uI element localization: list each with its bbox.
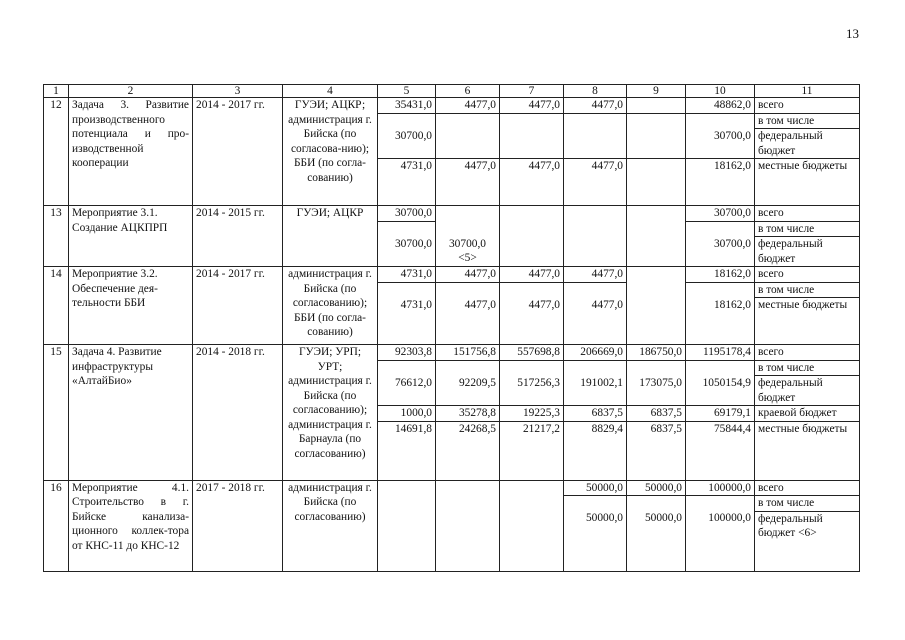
value-cell: 30700,0 — [686, 237, 755, 267]
value-cell: 14691,8 — [378, 421, 436, 480]
value-cell: 35278,8 — [436, 406, 500, 422]
budget-table — [43, 84, 860, 572]
column-header: 4 — [283, 85, 378, 98]
value-cell: 4477,0 — [500, 98, 564, 114]
executor: администрация г. Бийска (по согласованию); ББИ (по согла-сованию) — [283, 267, 378, 345]
value-cell: 50000,0 — [627, 480, 686, 496]
value-cell: 4477,0 — [436, 159, 500, 206]
value-cell: 4477,0 — [564, 267, 627, 283]
funding-source: всего — [755, 206, 860, 222]
funding-source: в том числе — [755, 221, 860, 237]
value-cell: 18162,0 — [686, 298, 755, 345]
value-cell: 76612,0 — [378, 376, 436, 406]
row-number: 15 — [44, 345, 69, 481]
value-cell: 191002,1 — [564, 376, 627, 406]
value-cell: 35431,0 — [378, 98, 436, 114]
executor: ГУЭИ; УРП; УРТ; администрация г. Бийска (по согласованию); администрация г. Барнаула (по согласованию) — [283, 345, 378, 481]
table-row-13 — [44, 206, 860, 222]
value-cell: 24268,5 — [436, 421, 500, 480]
funding-source: федеральный бюджет <6> — [755, 511, 860, 571]
row-number: 12 — [44, 98, 69, 206]
value-cell: 48862,0 — [686, 98, 755, 114]
value-cell: 1195178,4 — [686, 345, 755, 361]
column-header: 8 — [564, 85, 627, 98]
value-cell: 30700,0 — [378, 129, 436, 159]
value-cell: 557698,8 — [500, 345, 564, 361]
value-cell: 4477,0 — [500, 267, 564, 283]
funding-source: всего — [755, 480, 860, 496]
value-cell: 50000,0 — [627, 511, 686, 571]
value-cell: 30700,0 — [686, 206, 755, 222]
value-cell: 4477,0 — [436, 298, 500, 345]
value-cell: 6837,5 — [627, 406, 686, 422]
period: 2014 - 2018 гг. — [193, 345, 283, 481]
item-name: Задача 3. Развитие производственного потенциала и про-изводственной кооперации — [69, 98, 193, 206]
table-row-16 — [44, 480, 860, 496]
funding-source: федеральный бюджет — [755, 237, 860, 267]
value-cell: 100000,0 — [686, 511, 755, 571]
value-cell: 151756,8 — [436, 345, 500, 361]
row-number: 16 — [44, 480, 69, 571]
executor: администрация г. Бийска (по согласованию) — [283, 480, 378, 571]
funding-source: местные бюджеты — [755, 159, 860, 206]
value-cell: 21217,2 — [500, 421, 564, 480]
value-cell: 19225,3 — [500, 406, 564, 422]
column-header: 6 — [436, 85, 500, 98]
funding-source: федеральный бюджет — [755, 376, 860, 406]
value-cell: 517256,3 — [500, 376, 564, 406]
value-cell: 30700,0 — [686, 129, 755, 159]
executor: ГУЭИ; АЦКР; администрация г. Бийска (по согласова-нию); ББИ (по согла-сованию) — [283, 98, 378, 206]
period: 2017 - 2018 гг. — [193, 480, 283, 571]
value-cell: 18162,0 — [686, 159, 755, 206]
table-row-12 — [44, 98, 860, 114]
funding-source: федеральный бюджет — [755, 129, 860, 159]
value-cell: 4477,0 — [564, 98, 627, 114]
value-cell — [627, 98, 686, 114]
funding-source: местные бюджеты — [755, 298, 860, 345]
period: 2014 - 2017 гг. — [193, 98, 283, 206]
value-cell: 4731,0 — [378, 298, 436, 345]
value-cell — [564, 129, 627, 159]
executor: ГУЭИ; АЦКР — [283, 206, 378, 267]
value-cell: 30700,0 <5> — [436, 237, 500, 267]
funding-source: всего — [755, 267, 860, 283]
value-cell — [627, 129, 686, 159]
value-cell: 4477,0 — [500, 159, 564, 206]
column-header: 10 — [686, 85, 755, 98]
column-header: 3 — [193, 85, 283, 98]
value-cell: 6837,5 — [627, 421, 686, 480]
value-cell: 92209,5 — [436, 376, 500, 406]
value-cell: 50000,0 — [564, 511, 627, 571]
table-row-15 — [44, 345, 860, 361]
funding-source: местные бюджеты — [755, 421, 860, 480]
value-cell: 50000,0 — [564, 480, 627, 496]
item-name: Мероприятие 3.2. Обеспечение дея-тельности ББИ — [69, 267, 193, 345]
value-cell: 186750,0 — [627, 345, 686, 361]
header-row — [44, 85, 860, 98]
value-cell: 18162,0 — [686, 267, 755, 283]
value-cell: 100000,0 — [686, 480, 755, 496]
period: 2014 - 2015 гг. — [193, 206, 283, 267]
value-cell: 4731,0 — [378, 267, 436, 283]
column-header: 11 — [755, 85, 860, 98]
value-cell: 75844,4 — [686, 421, 755, 480]
item-name: Мероприятие 3.1. Создание АЦКПРП — [69, 206, 193, 267]
value-cell: 1050154,9 — [686, 376, 755, 406]
item-name: Задача 4. Развитие инфраструктуры «АлтайБио» — [69, 345, 193, 481]
value-cell: 4477,0 — [500, 298, 564, 345]
value-cell: 4477,0 — [436, 267, 500, 283]
value-cell: 92303,8 — [378, 345, 436, 361]
column-header: 1 — [44, 85, 69, 98]
column-header: 2 — [69, 85, 193, 98]
value-cell: 30700,0 — [378, 206, 436, 222]
table-row-14 — [44, 267, 860, 283]
row-number: 14 — [44, 267, 69, 345]
row-number: 13 — [44, 206, 69, 267]
value-cell: 206669,0 — [564, 345, 627, 361]
value-cell: 1000,0 — [378, 406, 436, 422]
value-cell: 4477,0 — [436, 98, 500, 114]
column-header: 5 — [378, 85, 436, 98]
value-cell: 6837,5 — [564, 406, 627, 422]
value-cell — [500, 129, 564, 159]
item-name: Мероприятие 4.1. Строительство в г. Бийске канализа-ционного коллек-тора от КНС-11 до КНС-12 — [69, 480, 193, 571]
value-cell — [436, 129, 500, 159]
value-cell — [627, 159, 686, 206]
page-number: 13 — [846, 26, 859, 41]
funding-source: всего — [755, 345, 860, 361]
value-cell: 69179,1 — [686, 406, 755, 422]
column-header: 7 — [500, 85, 564, 98]
funding-source: в том числе — [755, 113, 860, 129]
value-cell: 4477,0 — [564, 159, 627, 206]
funding-source: в том числе — [755, 496, 860, 512]
funding-source: краевой бюджет — [755, 406, 860, 422]
value-cell: 4477,0 — [564, 298, 627, 345]
value-cell: 8829,4 — [564, 421, 627, 480]
period: 2014 - 2017 гг. — [193, 267, 283, 345]
value-cell: 4731,0 — [378, 159, 436, 206]
funding-source: в том числе — [755, 360, 860, 376]
funding-source: в том числе — [755, 282, 860, 298]
value-cell: 30700,0 — [378, 237, 436, 267]
column-header: 9 — [627, 85, 686, 98]
funding-source: всего — [755, 98, 860, 114]
value-cell: 173075,0 — [627, 376, 686, 406]
